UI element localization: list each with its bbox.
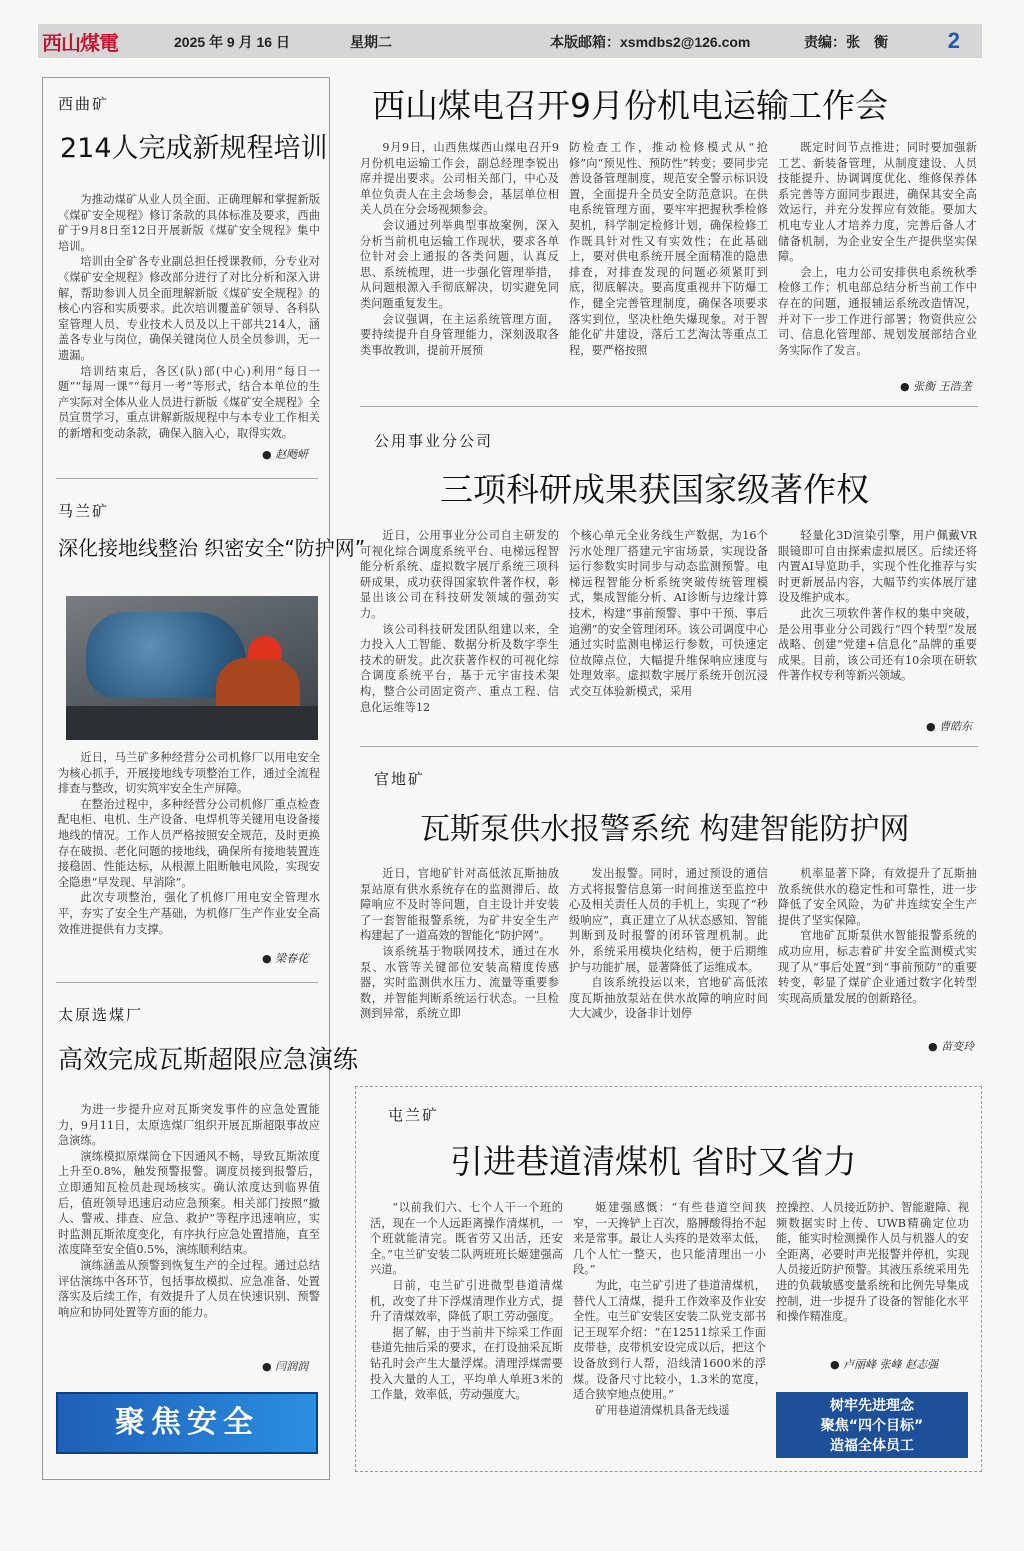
paragraph: 在整治过程中，多种经营分公司机修厂重点检查配电柜、电机、生产设备、电焊机等关键用电设备接地线的情况。工作人员严格按照安全规范，及时更换存在破损、老化问题的接地线，确保所有接地装置连接稳固、性能达标，从根源上阻断触电风险，实现安全隐患“早发现、早消除”。 — [58, 797, 320, 889]
column: 近日，公用事业分公司自主研发的可视化综合调度系统平台、电梯远程智能分析系统、虚拟数字展厅系统三项科研成果，成功获得国家软件著作权，彰显出该公司在科技研发领域的强劲实力。 该公司科技研发团队组建以来，全力投入人工智能、数据分析及数字孪生技术的研发。此次获著作权的可视化综合调度系统平台，基于元宇宙技术架构，整合公司固定资产、重点工程、信息化运维等12 — [360, 529, 559, 714]
masthead-logo: 西山煤電 — [42, 31, 118, 55]
column: 轻量化3D渲染引擎，用户佩戴VR眼镜即可自由探索虚拟展区。后续还将内置AI导览助手，实现个性化推荐与实时更新展品内容，大幅节约实体展厅建设及维护成本。 此次三项软件著作权的集中突破，是公用事业分公司践行“四个转型”发展战略、创建“党建+信息化”品牌的重要成果。目前，该公司还有10余项在研软件著作权专利等新兴领域。 — [778, 529, 977, 683]
section-label-utility: 公用事业分公司 — [374, 432, 494, 450]
headline-tunlan: 引进巷道清煤机 省时又省力 — [450, 1142, 857, 1181]
column: 9月9日，山西焦煤西山煤电召开9月份机电运输工作会，副总经理李锐出席并提出要求。公司相关部门，中心及单位负责人在主会场参会，基层单位相关人员在分会场视频参会。 会议通过列举典型事故案例，深入分析当前机电运输工作现状，要求各单位针对会上通报的各类问题，认真反思、系统梳理，进一步强化管理举措，从问题根源入手彻底解决，切实避免同类问题重复发生。 会议强调，在主运系统管理方面，要持续提升自身管理能力，深刻汲取各类事故教训，提前开展预 — [360, 141, 559, 357]
headline-main: 西山煤电召开9月份机电运输工作会 — [372, 86, 888, 125]
issue-date: 2025 年 9 月 16 日 — [174, 34, 290, 50]
slogan-line: 树牢先进理念 — [830, 1398, 914, 1414]
byline-tunlan: ● 卢丽峰 张峰 赵志强 — [830, 1356, 938, 1372]
section-label-malan: 马兰矿 — [58, 502, 110, 520]
section-label-tunlan: 屯兰矿 — [388, 1106, 440, 1124]
workshop-photo — [66, 596, 318, 740]
slogan-line: 聚焦“四个目标” — [820, 1418, 924, 1434]
paragraph: 演练模拟原煤筒仓下因通风不畅，导致瓦斯浓度上升至0.8%，触发预警报警。调度员接到报警后，立即通知瓦检员赴现场核实。确认浓度达到临界值后，值班领导迅速启动应急预案。相关部门按照“撤人、警戒、排查、应急、救护”等程序迅速响应，实时监测瓦斯浓度变化，有序执行应急处置措施，直至浓度降至安全值0.5%，演练顺利结束。 — [58, 1149, 320, 1257]
column: 控操控、人员接近防护、智能避障、视频数据实时上传、UWB精确定位功能，能实时检测操作人员与机器人的安全距离，必要时声光报警并停机，实现人员接近防护预警。其液压系统采用先进的负载敏感变量系统和比例先导集成控制，进一步提升了设备的智能化水平和操作精准度。 — [776, 1201, 969, 1324]
byline-xiqu: ● 赵飏岍 — [262, 446, 308, 462]
column: 防检查工作，推动检修模式从“抢修”向“预见性、预防性”转变；要同步完善设备管理制度，规范安全警示标识设置，全面提升全员安全防范意识。在供电系统管理方面，要牢牢把握秋季检修契机，科学制定检修计划，确保检修工作既具针对性又有实效性；在此基础上，要对供电系统开展全面精准的隐患排查，对排查发现的问题必须紧盯到底，彻底解决。要高度重视井下防爆工作，健全完善管理制度，确保各项要求落实到位，坚决杜绝失爆现象。对于智能化矿井建设，落后工艺淘汰等重点工程，要严格按照 — [569, 141, 768, 357]
page-number: 2 — [947, 28, 960, 53]
column: 机率显著下降，有效提升了瓦斯抽放系统供水的稳定性和可靠性，进一步降低了安全风险，为矿井连续安全生产提供了坚实保障。 官地矿瓦斯泵供水智能报警系统的成功应用，标志着矿井安全监测模式实现了从“事后处置”到“事前预防”的重要转变，彰显了煤矿企业通过数字化转型实现高质量发展的创新路径。 — [778, 867, 977, 1005]
article-body-taiyuan — [58, 1102, 320, 1320]
article-body-malan — [58, 750, 320, 937]
paragraph: 演练涵盖从预警到恢复生产的全过程。通过总结评估演练中各环节，包括事故模拟、应急准备、处置落实及后续工作，有效提升了人员在快速识别、预警响应和协同处置等方面的能力。 — [58, 1258, 320, 1319]
column: 近日，官地矿针对高低浓瓦斯抽放泵站原有供水系统存在的监测滞后、故障响应不及时等问题，自主设计并安装了一套智能报警系统，为矿井安全生产构建起了一道高效的智能化“防护网”。 该系统基于物联网技术，通过在水泵、水管等关键部位安装高精度传感器，实时监测供水压力、流量等重要参数，并智能判断系统运行状态。一旦检测到异常，系统立即 — [360, 867, 559, 1021]
slogan-line: 造福全体员工 — [830, 1438, 914, 1454]
section-label-taiyuan: 太原选煤厂 — [58, 1006, 144, 1024]
paragraph: 培训由全矿各专业副总担任授课教师，分专业对《煤矿安全规程》修改部分进行了对比分析和深入讲解，帮助参训人员全面理解新版《煤矿安全规程》的核心内容和实质要求。此次培训覆盖矿领导、各科队室管理人员、专业技术人员及以上干部共214人，涵盖各专业与岗位，确保关键岗位人员全员参训，无一遗漏。 — [58, 255, 320, 362]
headline-guandi: 瓦斯泵供水报警系统 构建智能防护网 — [420, 812, 910, 847]
section-label-guandi: 官地矿 — [374, 770, 426, 788]
slogan-box — [776, 1392, 968, 1458]
page-editor: 责编：张 衡 — [804, 34, 888, 50]
divider — [360, 406, 978, 407]
column: 发出报警。同时，通过预设的通信方式将报警信息第一时间推送至监控中心及相关责任人员的手机上，实现了“秒级响应”，真正建立了从状态感知、智能判断到及时报警的闭环管理机制。此外，系统采用模块化结构，便于后期维护与功能扩展，显著降低了运维成本。 自该系统投运以来，官地矿高低浓度瓦斯抽放泵站在供水故障的响应时间大大减少，设备非计划停 — [569, 867, 768, 1021]
headline-xiqu: 214人完成新规程培训 — [60, 133, 328, 164]
paragraph: 为推动煤矿从业人员全面、正确理解和掌握新版《煤矿安全规程》修订条款的具体标准及要求，西曲矿于9月8日至12日开展新版《煤矿安全规程》集中培训。 — [58, 193, 320, 253]
column: 个核心单元全业务线生产数据，为16个污水处理厂搭建元宇宙场景，实现设备运行参数实时同步与动态监测预警。电梯远程智能分析系统突破传统管理模式，集成智能分析、AI诊断与边缘计算技术，构建“事前预警、事中干预、事后追溯”的安全管理闭环。该公司调度中心通过实时监测电梯运行参数，可快速定位故障点位，大幅提升维保响应速度与处理效率。虚拟数字展厅系统开创沉浸式交互体验新模式，采用 — [569, 529, 768, 698]
column: “以前我们六、七个人干一个班的活，现在一个人远距离操作清煤机，一个班就能清完。既省劳又出活，还安全。”屯兰矿安装二队两班班长姬建强高兴道。 日前，屯兰矿引进微型巷道清煤机，改变了井下浮煤清理作业方式，提升了清煤效率，降低了职工劳动强度。 据了解，由于当前井下综采工作面巷道先抽后采的要求，在打设抽采瓦斯钻孔时会产生大量浮煤。清理浮煤需要投入大量的人工，平均单人单班3米的工作量，效率低，劳动强度大。 — [370, 1201, 563, 1402]
byline-guandi: ● 苗变玲 — [928, 1038, 974, 1054]
divider — [360, 746, 978, 747]
section-label-xiqu: 西曲矿 — [58, 95, 110, 113]
column: 姬建强感慨：“有些巷道空间狭窄，一天搀铲上百次，胳膊酸得抬不起来是常事。最让人头疼的是效率太低，几个人忙一整天，也只能清理出一小段。” 为此，屯兰矿引进了巷道清煤机，替代人工清煤，提升工作效率及作业安全性。屯兰矿安装区安装二队党支部书记王现军介绍：“在12511综采工作面皮带巷，皮带机安设完成以后，把这个设备放到行人帮，沿线清1600米的浮煤。设备尺寸比较小，1.3米的宽度，适合狭窄地点使用。” 矿用巷道清煤机具备无线遥 — [573, 1201, 766, 1417]
divider — [56, 478, 318, 479]
helmet-shape — [248, 636, 282, 660]
divider — [56, 982, 318, 983]
page-email: 本版邮箱：xsmdbs2@126.com — [550, 34, 751, 50]
headline-taiyuan: 高效完成瓦斯超限应急演练 — [58, 1045, 359, 1074]
page-header — [38, 24, 982, 58]
paragraph: 培训结束后，各区(队)部(中心)利用“每日一题”“每周一课”“每月一考”等形式，结合本单位的生产实际对全体从业人员进行新版《煤矿安全规程》全员宣贯学习，重点讲解新版规程中与本专业工作相关的新增和变动条款，确保入脑入心，取得实效。 — [58, 364, 320, 440]
floor-shape — [66, 706, 318, 740]
article-columns-utility — [360, 528, 978, 738]
paragraph: 为进一步提升应对瓦斯突发事件的应急处置能力，9月11日，太原选煤厂组织开展瓦斯超限事故应急演练。 — [58, 1103, 320, 1148]
article-columns-main — [360, 140, 978, 390]
article-columns-guandi — [360, 866, 978, 1056]
byline-taiyuan: ● 闫润润 — [262, 1358, 308, 1374]
article-body-xiqu — [58, 192, 320, 442]
focus-safety-banner: 聚焦安全 — [56, 1392, 318, 1454]
column: 既定时间节点推进；同时要加强新工艺、新装备管理，从制度建设、人员技能提升、协调调度优化、维修保养体系完善等方面同步跟进，确保其安全高效运行，并充分发挥应有效能。要加大机电专业人才培养力度，完善后备人才储备机制，为企业安全生产提供坚实保障。 会上，电力公司安排供电系统秋季检修工作；机电部总结分析当前工作中存在的问题，通报辅运系统改造情况，并对下一步工作进行部署；物资供应公司、信息化管理部、规划发展部结合业务实际作了发言。 — [778, 141, 977, 357]
byline-malan: ● 梁春花 — [262, 950, 308, 966]
byline-main: ● 张衡 王浩垄 — [900, 378, 972, 394]
paragraph: 近日，马兰矿多种经营分公司机修厂以用电安全为核心抓手，开展接地线专项整治工作，通过全流程排查与整改，切实筑牢安全生产屏障。 — [58, 751, 320, 796]
headline-utility: 三项科研成果获国家级著作权 — [440, 470, 869, 509]
paragraph: 此次专项整治，强化了机修厂用电安全管理水平，夯实了安全生产基础，为机修厂生产作业安全高效推进提供有力支撑。 — [58, 891, 320, 936]
byline-utility: ● 曹皓东 — [926, 718, 972, 734]
headline-malan: 深化接地线整治 织密安全“防护网” — [58, 536, 366, 560]
issue-weekday: 星期二 — [350, 34, 392, 50]
